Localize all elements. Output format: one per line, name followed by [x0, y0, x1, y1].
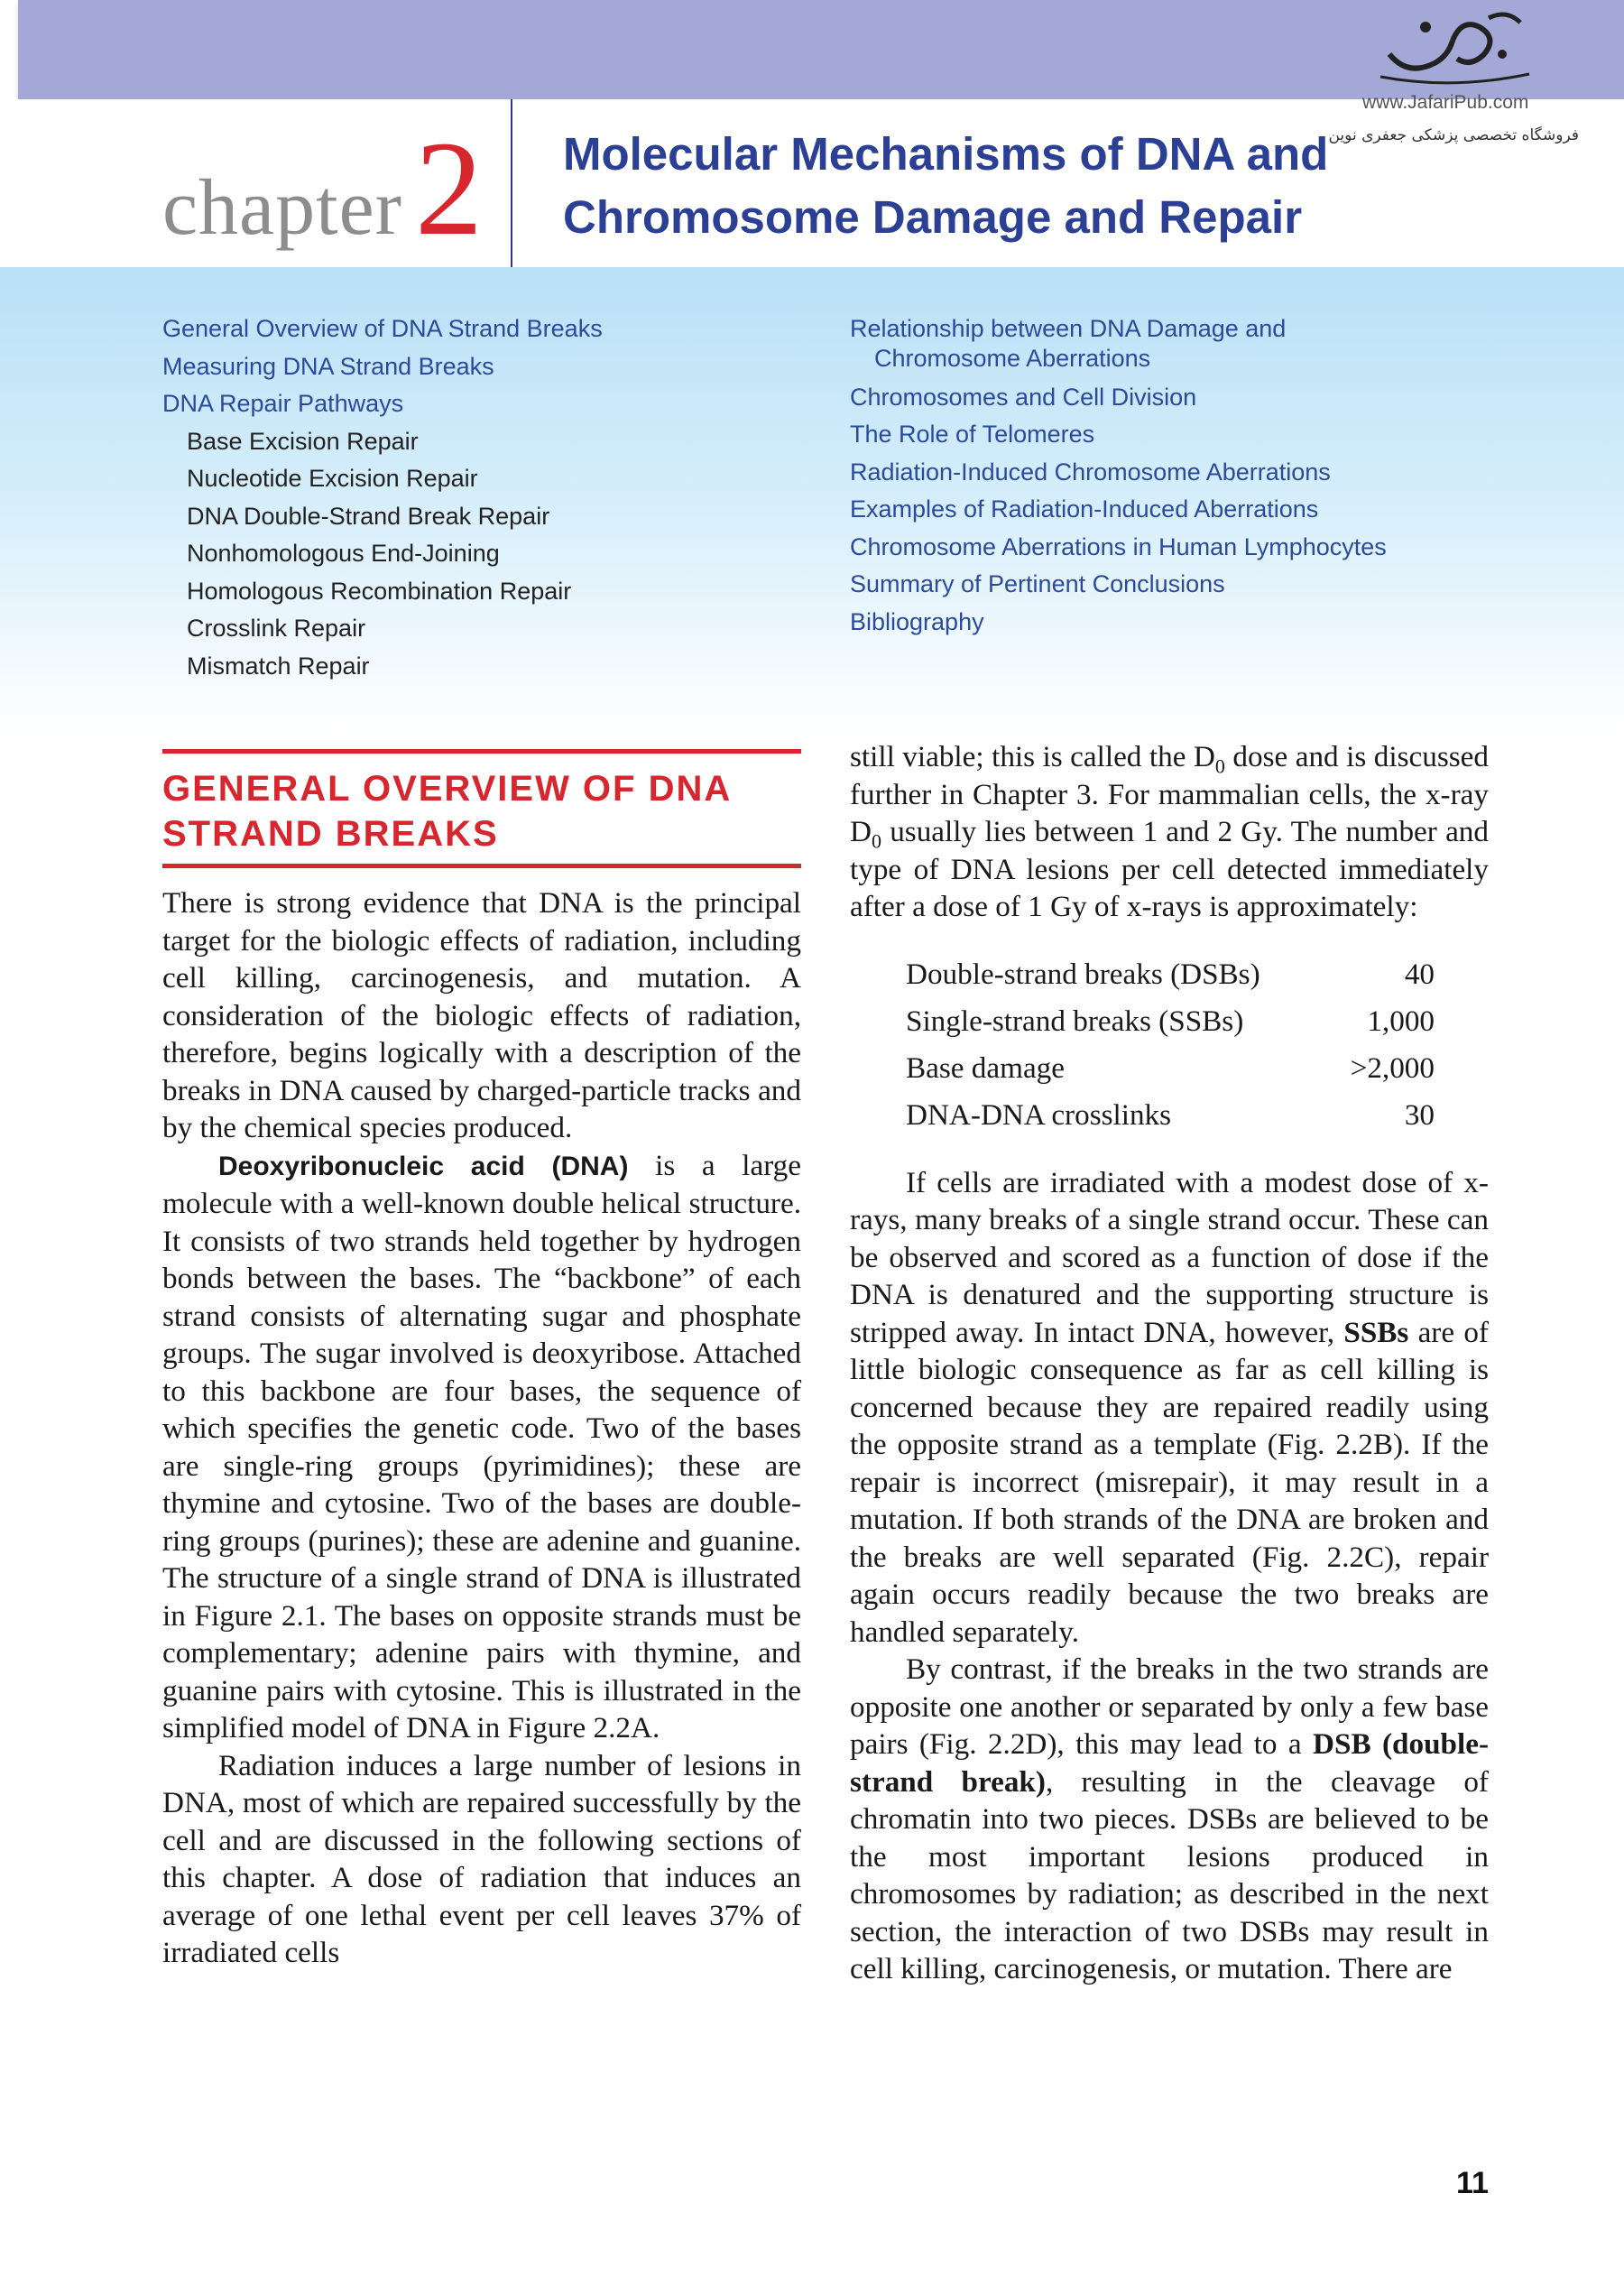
lesion-count: >2,000: [1350, 1050, 1435, 1085]
paragraph: Radiation induces a large number of lesions in DNA, most of which are repaired successfully by the cell and are discussed in the following sections of this chapter. A dose of radiation that induces an average of one lethal event per cell leaves 37% of irradiated cells: [162, 1748, 801, 1969]
outline-item: Measuring DNA Strand Breaks: [162, 352, 494, 380]
chapter-label: chapter: [162, 164, 402, 252]
publisher-logo: [1326, 0, 1588, 153]
lesion-row: [906, 1092, 1435, 1139]
publisher-logo-icon: [1371, 0, 1534, 90]
key-term: Deoxyribonucleic acid (DNA): [218, 1151, 629, 1181]
key-term: SSBs: [1343, 1315, 1409, 1349]
publisher-tagline: فروشگاه تخصصی پزشکی جعفری نوین: [1328, 126, 1579, 144]
chapter-number: 2: [415, 114, 483, 264]
paragraph: [850, 1651, 1489, 1988]
paragraph-text: By contrast, if the breaks in the two strands are opposite one another or separated by only a few base pairs (Fig. 2.2D), this may lead to a: [850, 1652, 1489, 1761]
chapter-title-line1: Molecular Mechanisms of DNA and: [563, 128, 1329, 180]
subscript: 0: [1214, 754, 1225, 778]
body-left-column: [162, 749, 801, 1972]
section-heading: GENERAL OVERVIEW OF DNA STRAND BREAKS: [162, 769, 731, 854]
header-divider: [511, 99, 512, 267]
outline-item: Nonhomologous End-Joining: [187, 540, 500, 567]
lesion-row: [906, 1045, 1435, 1092]
outline-right-column: [850, 310, 1387, 641]
key-term: DSB (double-strand break): [850, 1727, 1489, 1799]
paragraph-text: still viable; this is called the D: [850, 740, 1215, 773]
paragraph: [162, 1147, 801, 1747]
outline-item: Nucleotide Excision Repair: [187, 465, 478, 492]
heading-rule-bottom: [162, 864, 801, 868]
lesion-table: [906, 951, 1435, 1139]
lesion-row: [906, 951, 1435, 998]
paragraph-text: If cells are irradiated with a modest dose of x-rays, many breaks of a single strand occur. These can be observed and scored as a function of dose if the DNA is denatured and the supporting structure is stripped away. In intact DNA, however,: [850, 1165, 1489, 1349]
outline-item: Radiation-Induced Chromosome Aberrations: [850, 458, 1331, 486]
paragraph-text: , resulting in the cleavage of chromatin into two pieces. DSBs are believed to be the most important lesions produced in chromosomes by radiation; as described in the next section, the interaction of two DSBs may result in cell killing, carcinogenesis, or mutation. There are: [850, 1764, 1489, 1985]
outline-item: Chromosome Aberrations in Human Lymphocytes: [850, 532, 1387, 560]
outline-item-continuation: Chromosome Aberrations: [874, 344, 1151, 372]
body-right-column: [850, 738, 1489, 1988]
chapter-outline: [0, 267, 1624, 736]
lesion-count: 40: [1404, 957, 1435, 991]
outline-item: General Overview of DNA Strand Breaks: [162, 315, 603, 342]
paragraph-text: dose and is discussed further in Chapter 3. For mammalian cells, the x-ray D: [850, 740, 1489, 848]
paragraph: [850, 738, 1489, 926]
outline-item: DNA Repair Pathways: [162, 390, 404, 417]
outline-item: The Role of Telomeres: [850, 421, 1095, 448]
publisher-url: www.JafariPub.com: [1362, 92, 1529, 113]
lesion-count: 30: [1404, 1097, 1435, 1132]
paragraph-text: is a large molecule with a well-known double helical structure. It consists of two strands held together by hydrogen bonds between the bases. The “backbone” of each strand consists of alternating sugar and phosphate groups. The sugar involved is deoxyribose. Attached to this backbone are four bases, the sequence of which specifies the genetic code. Two of the bases are single-ring groups (pyrimidines); these are thymine and cytosine. Two of the bases are double-ring groups (purines); these are adenine and guanine. The structure of a single strand of DNA is illustrated in Figure 2.1. The bases on opposite strands must be complementary; adenine pairs with thymine, and guanine pairs with cytosine. This is illustrated in the simplified model of DNA in Figure 2.2A.: [162, 1148, 801, 1744]
lesion-name: Double-strand breaks (DSBs): [906, 957, 1260, 991]
lesion-name: DNA-DNA crosslinks: [906, 1097, 1172, 1132]
outline-item: Chromosomes and Cell Division: [850, 383, 1197, 411]
lesion-count: 1,000: [1367, 1004, 1435, 1038]
chapter-title-line2: Chromosome Damage and Repair: [563, 191, 1303, 243]
outline-left-column: [162, 310, 603, 685]
paragraph-text: usually lies between 1 and 2 Gy. The number and type of DNA lesions per cell detected immediately after a dose of 1 Gy of x-rays is approximately:: [850, 815, 1489, 923]
paragraph: [850, 1164, 1489, 1652]
paragraph-text: are of little biologic consequence as far as cell killing is concerned because they are repaired readily using the opposite strand as a template (Fig. 2.2B). If the repair is incorrect (misrepair), it may result in a mutation. If both strands of the DNA are broken and the breaks are well separated (Fig. 2.2C), repair again occurs readily because the two breaks are handled separately.: [850, 1315, 1489, 1649]
outline-item: Examples of Radiation-Induced Aberrations: [850, 495, 1319, 523]
outline-item: Base Excision Repair: [187, 427, 419, 455]
subscript: 0: [871, 829, 881, 853]
paragraph: There is strong evidence that DNA is the principal target for the biologic effects of radiation, including cell killing, carcinogenesis, and mutation. A consideration of the biologic effects of radiation, therefore, begins logically with a description of the breaks in DNA caused by charged-particle tracks and by the chemical species produced.: [162, 886, 801, 1144]
outline-item: Mismatch Repair: [187, 652, 370, 680]
outline-item: Summary of Pertinent Conclusions: [850, 570, 1225, 597]
lesion-name: Base damage: [906, 1050, 1066, 1085]
outline-item: Crosslink Repair: [187, 615, 366, 642]
outline-item: Homologous Recombination Repair: [187, 577, 572, 605]
outline-item: Relationship between DNA Damage and: [850, 315, 1287, 342]
page-number: 11: [1456, 2166, 1489, 2200]
outline-item: Bibliography: [850, 607, 984, 635]
lesion-name: Single-strand breaks (SSBs): [906, 1004, 1244, 1038]
lesion-row: [906, 998, 1435, 1045]
outline-item: DNA Double-Strand Break Repair: [187, 502, 550, 530]
